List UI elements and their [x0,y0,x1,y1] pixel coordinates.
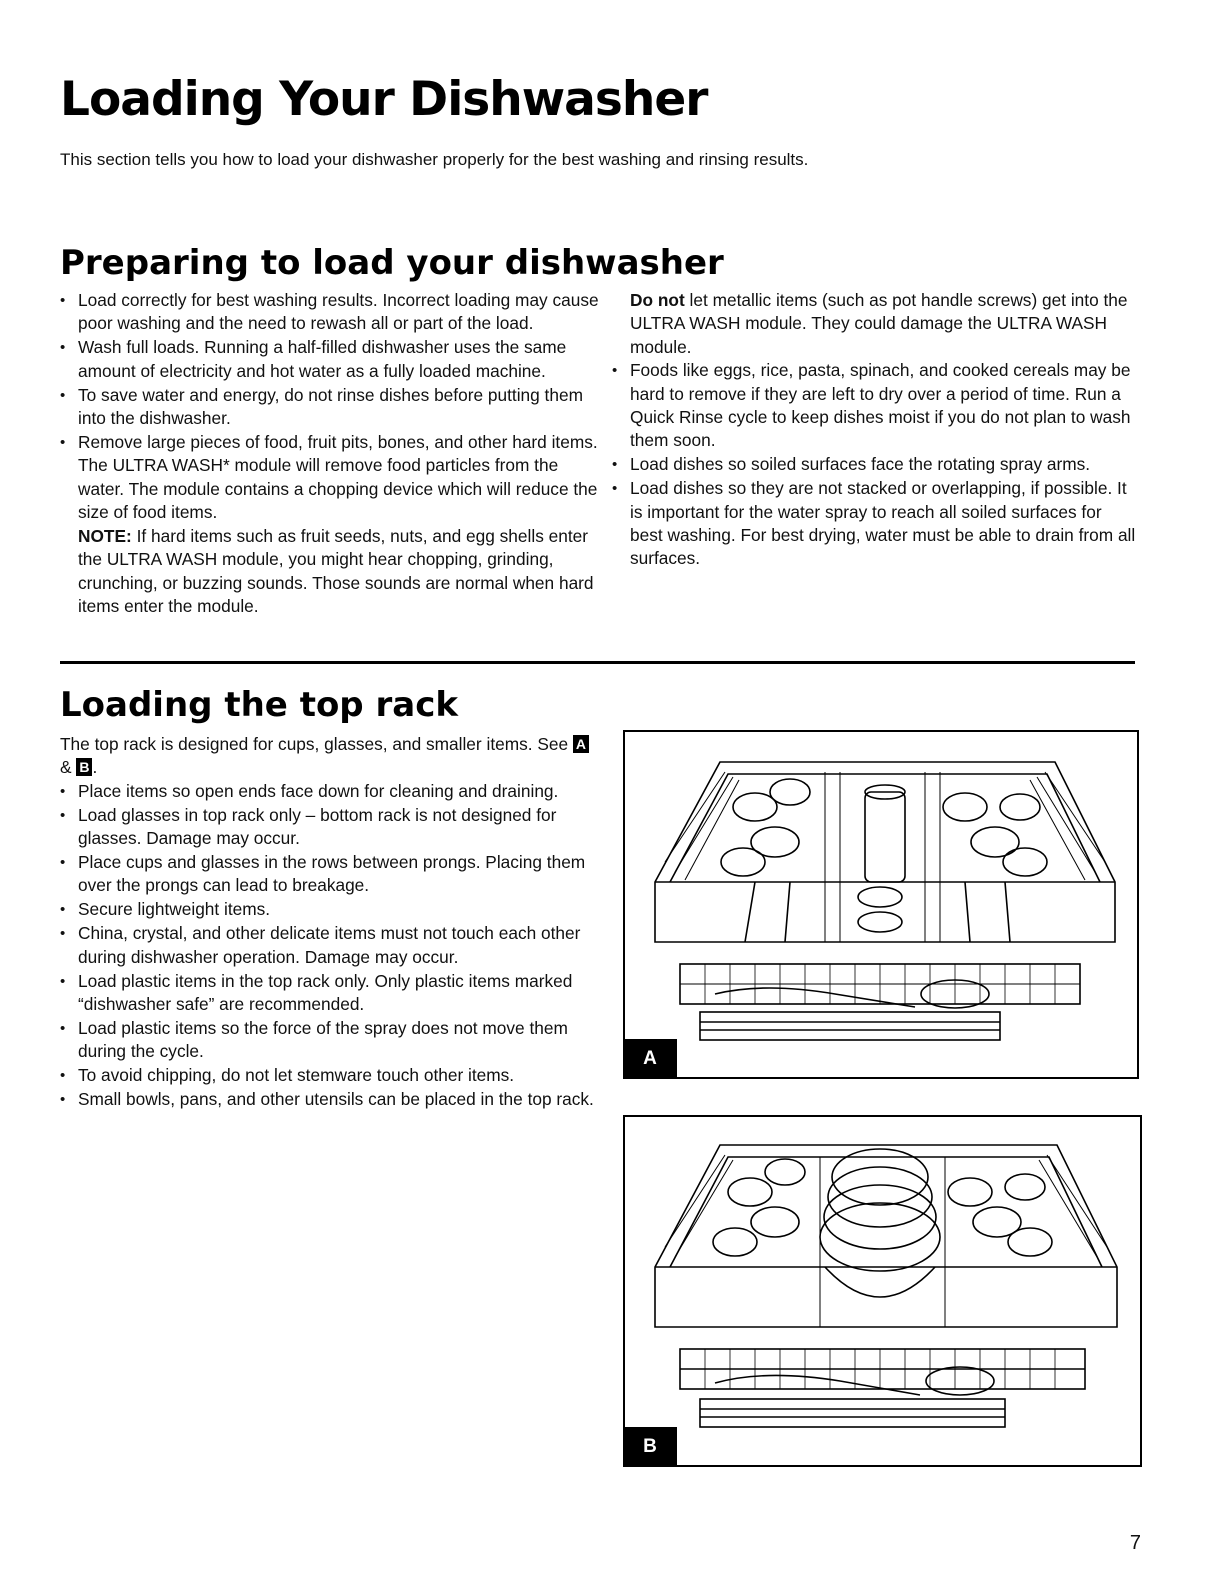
intro-text: This section tells you how to load your dishwasher properly for the best washing and rinsing results. [60,150,809,169]
list-item: • Load plastic items in the top rack only. Only plastic items marked “dishwasher safe” are recommended. [60,970,600,1017]
figure-b [623,1115,1142,1467]
list-item: • China, crystal, and other delicate items must not touch each other during dishwasher operation. Damage may occur. [60,922,600,969]
top-rack-column [60,733,600,1112]
page-title: Loading Your Dishwasher [60,72,708,127]
list-item: • Load correctly for best washing results. Incorrect loading may cause poor washing and the need to rewash all or part of the load. [60,289,600,336]
list-item: • Remove large pieces of food, fruit pits, bones, and other hard items. The ULTRA WASH* module will remove food particles from the water. The module contains a chopping device which will reduce the size of food items. [60,431,600,525]
preparing-right-column [612,289,1137,571]
list-item: • Place items so open ends face down for cleaning and draining. [60,780,600,803]
donot-label: Do not [630,290,685,310]
figure-key-b: B [76,758,92,776]
list-item: • Load plastic items so the force of the spray does not move them during the cycle. [60,1017,600,1064]
list-item: • Foods like eggs, rice, pasta, spinach, and cooked cereals may be hard to remove if they are left to dry over a period of time. Run a Quick Rinse cycle to keep dishes moist if you do not plan to wash them soon. [612,359,1137,453]
donot-paragraph [612,289,1137,359]
top-rack-intro [60,733,600,780]
list-item: • Load dishes so they are not stacked or overlapping, if possible. It is important for the water spray to reach all soiled surfaces for best washing. For best drying, water must be able to drain from all surfaces. [612,477,1137,571]
section-heading-top-rack: Loading the top rack [60,685,458,725]
figure-key-a: A [573,735,589,753]
list-item: • Wash full loads. Running a half-filled dishwasher uses the same amount of electricity and hot water as a fully loaded machine. [60,336,600,383]
top-rack-cups-glasses-illustration [625,732,1137,1077]
note-text: If hard items such as fruit seeds, nuts, and egg shells enter the ULTRA WASH module, you might hear chopping, grinding, crunching, or buzzing sounds. Those sounds are normal when hard items enter the module. [78,526,594,617]
top-rack-intro-text: The top rack is designed for cups, glasses, and smaller items. See [60,734,573,754]
page-number: 7 [1129,1532,1141,1554]
list-item: • Load dishes so soiled surfaces face the rotating spray arms. [612,453,1137,476]
figure-b-label: B [623,1427,677,1467]
donot-text: let metallic items (such as pot handle screws) get into the ULTRA WASH module. They could damage the ULTRA WASH module. [630,290,1128,357]
list-item: • To avoid chipping, do not let stemware touch other items. [60,1064,600,1087]
note-paragraph [60,525,600,619]
section-divider [60,661,1135,664]
list-item: • Secure lightweight items. [60,898,600,921]
figure-a-label: A [623,1039,677,1079]
top-rack-bowls-plates-illustration [625,1117,1140,1465]
note-label: NOTE: [78,526,132,547]
preparing-left-column [60,289,600,619]
list-item: • Place cups and glasses in the rows between prongs. Placing them over the prongs can lead to breakage. [60,851,600,898]
ampersand: & [60,757,77,778]
list-item: • Load glasses in top rack only – bottom rack is not designed for glasses. Damage may occur. [60,804,600,851]
period: . [92,757,98,778]
list-item: • To save water and energy, do not rinse dishes before putting them into the dishwasher. [60,384,600,431]
section-heading-preparing: Preparing to load your dishwasher [60,243,724,283]
figure-a [623,730,1139,1079]
list-item: • Small bowls, pans, and other utensils can be placed in the top rack. [60,1088,600,1111]
